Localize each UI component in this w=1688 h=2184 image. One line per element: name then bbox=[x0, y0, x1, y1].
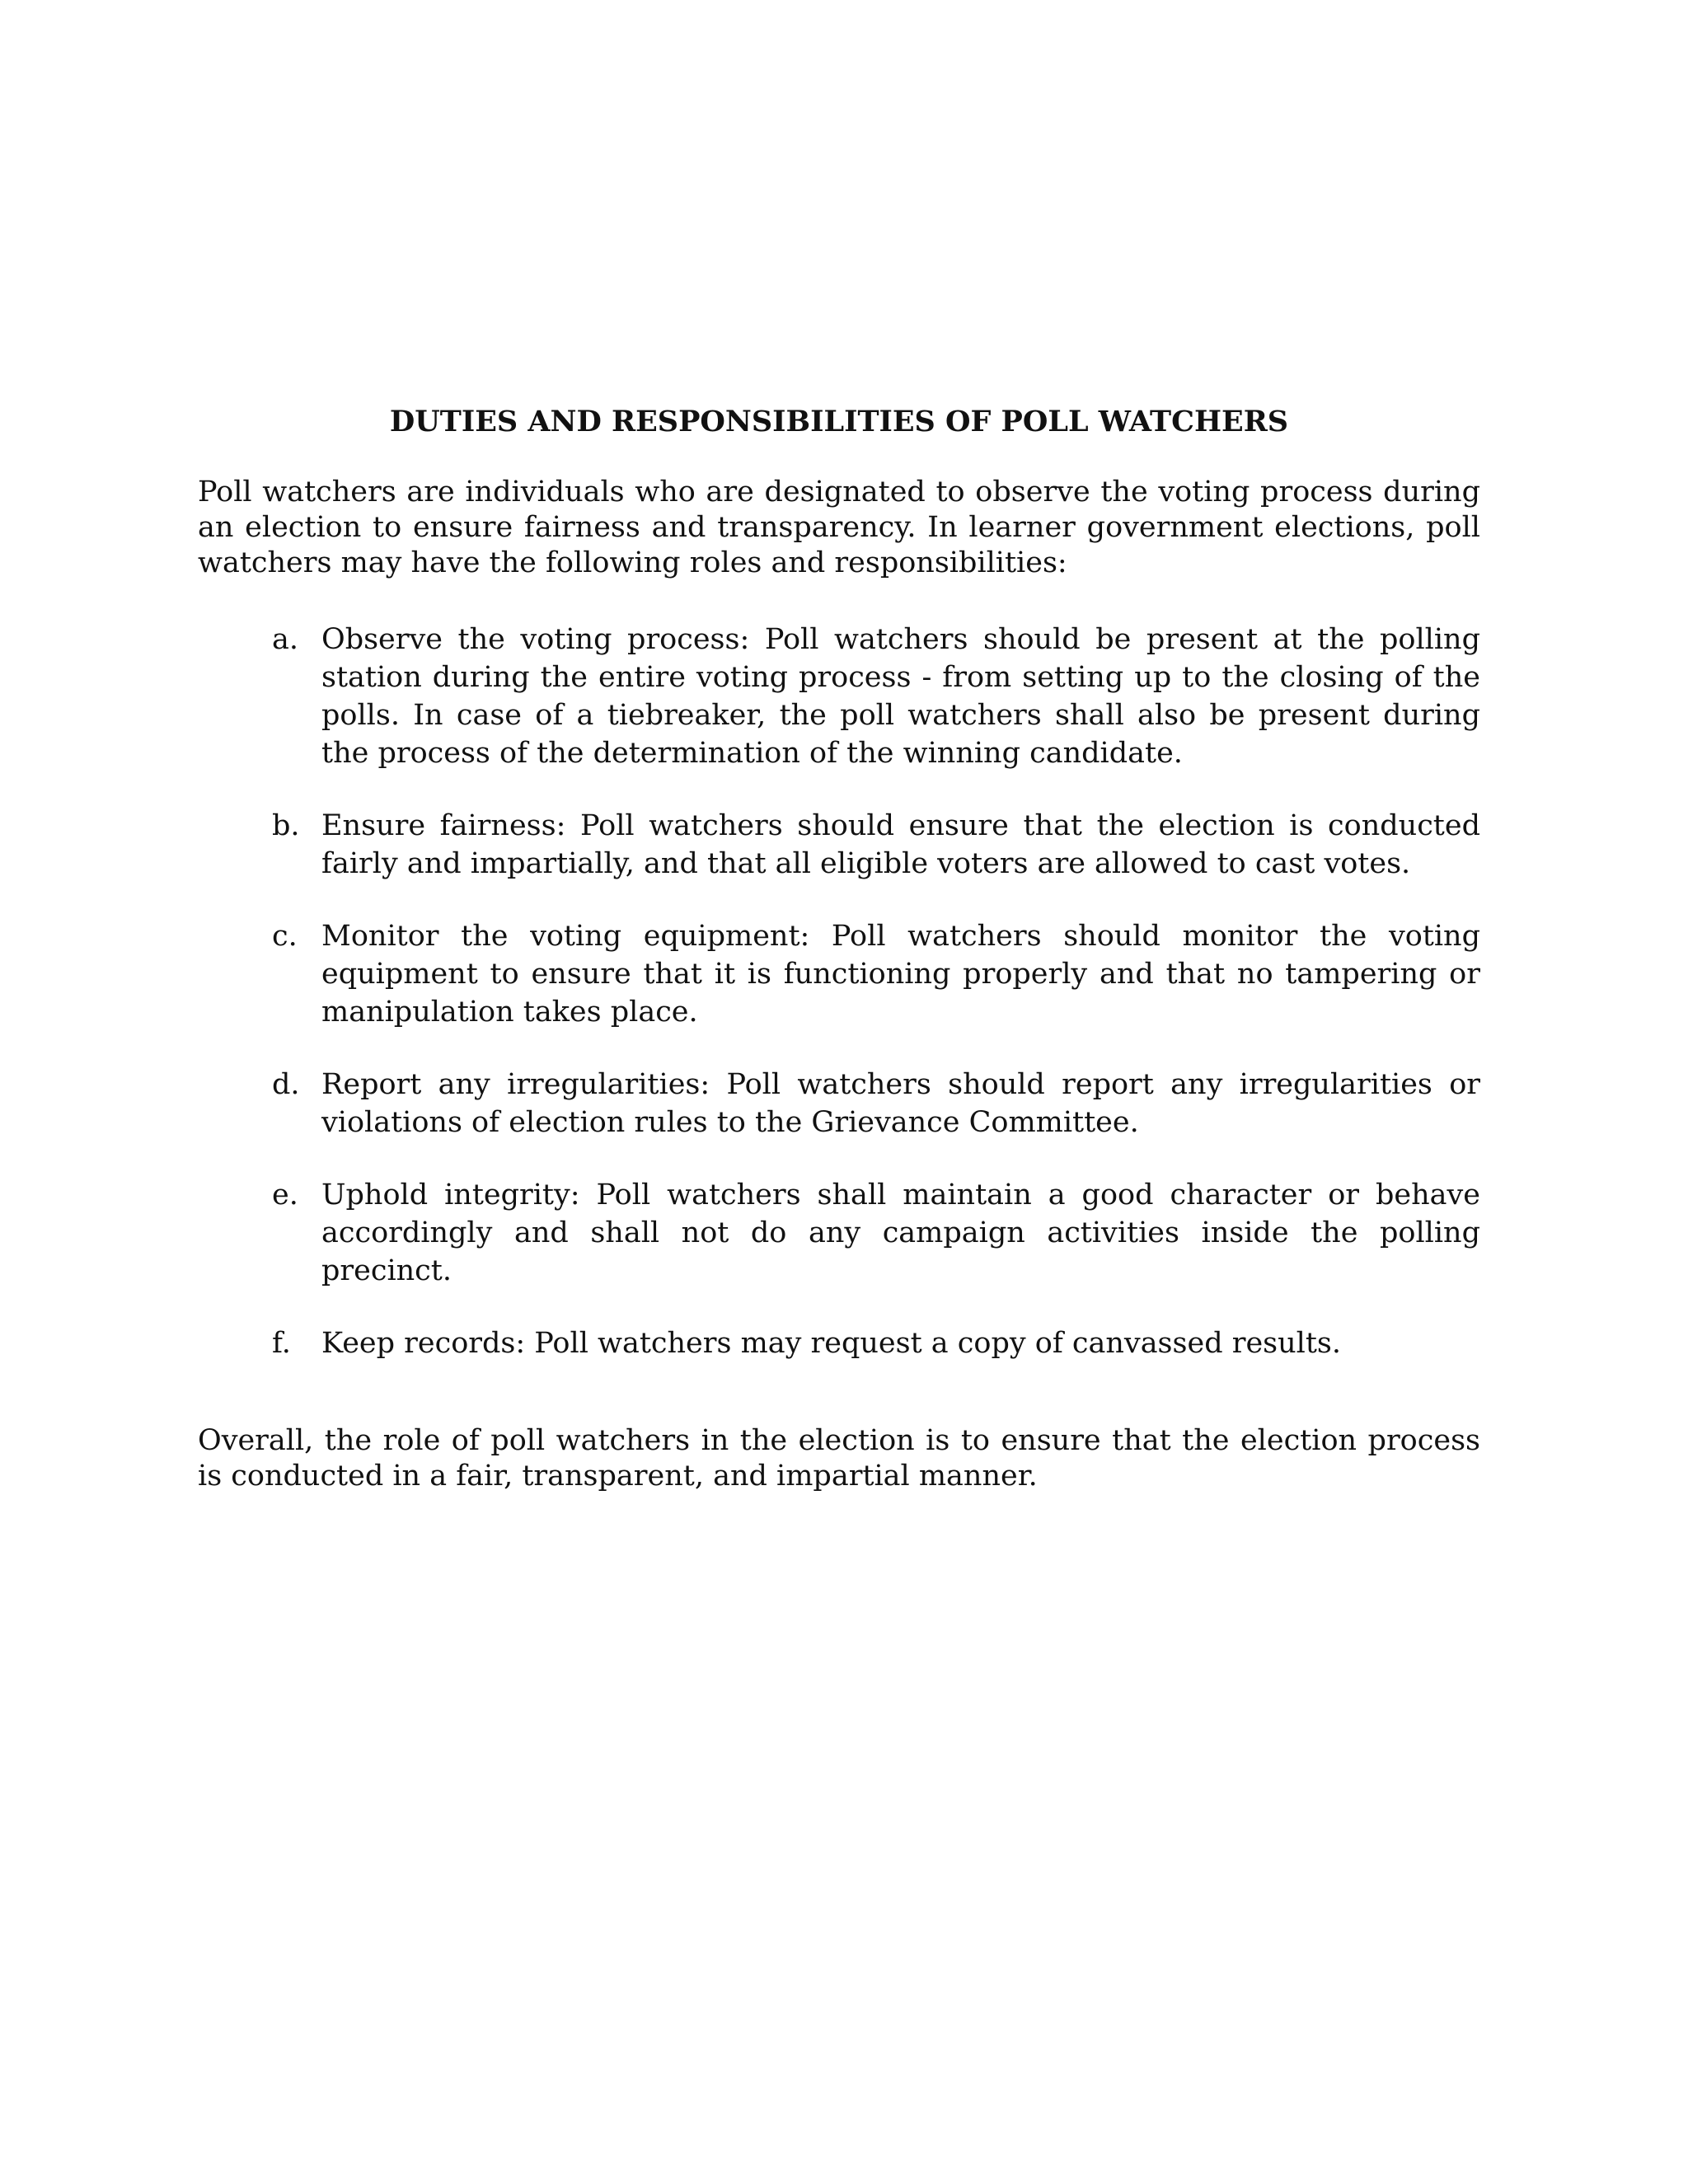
list-marker: c. bbox=[272, 920, 298, 953]
list-item-text: Keep records: Poll watchers may request a copy of canvassed results. bbox=[321, 1327, 1342, 1360]
closing-paragraph: Overall, the role of poll watchers in the election is to ensure that the election process is conducted in a fair, transparent, and impartial manner. bbox=[198, 1424, 1480, 1493]
list-marker: f. bbox=[272, 1327, 291, 1360]
list-item bbox=[198, 621, 1480, 772]
list-marker: a. bbox=[272, 623, 298, 656]
list-item-text: Uphold integrity: Poll watchers shall maintain a good character or behave accordingly and shall not do any campaign activities inside the polling precinct. bbox=[321, 1179, 1480, 1287]
list-item bbox=[198, 1324, 1480, 1362]
list-item bbox=[198, 1066, 1480, 1141]
list-item bbox=[198, 807, 1480, 883]
list-item-text: Ensure fairness: Poll watchers should ensure that the election is conducted fairly and impartially, and that all eligible voters are allowed to cast votes. bbox=[321, 809, 1480, 880]
responsibilities-list bbox=[198, 621, 1480, 1362]
list-item bbox=[198, 917, 1480, 1031]
list-marker: b. bbox=[272, 809, 300, 842]
intro-paragraph: Poll watchers are individuals who are designated to observe the voting process during an election to ensure fairness and transparency. In learner government elections, poll watchers may have the following roles and responsibilities: bbox=[198, 476, 1480, 579]
list-item-text: Observe the voting process: Poll watchers should be present at the polling station during the entire voting process - from setting up to the closing of the polls. In case of a tiebreaker, the poll watchers shall also be present during the process of the determination of the winning candidate. bbox=[321, 623, 1480, 770]
list-marker: d. bbox=[272, 1068, 300, 1101]
list-item-text: Report any irregularities: Poll watchers should report any irregularities or violations of election rules to the Grievance Committee. bbox=[321, 1068, 1480, 1139]
list-item bbox=[198, 1176, 1480, 1290]
document-page bbox=[198, 404, 1480, 1494]
list-marker: e. bbox=[272, 1179, 298, 1212]
document-title: DUTIES AND RESPONSIBILITIES OF POLL WATCHERS bbox=[389, 405, 1289, 438]
list-item-text: Monitor the voting equipment: Poll watchers should monitor the voting equipment to ensure that it is functioning properly and that no tampering or manipulation takes place. bbox=[321, 920, 1480, 1029]
